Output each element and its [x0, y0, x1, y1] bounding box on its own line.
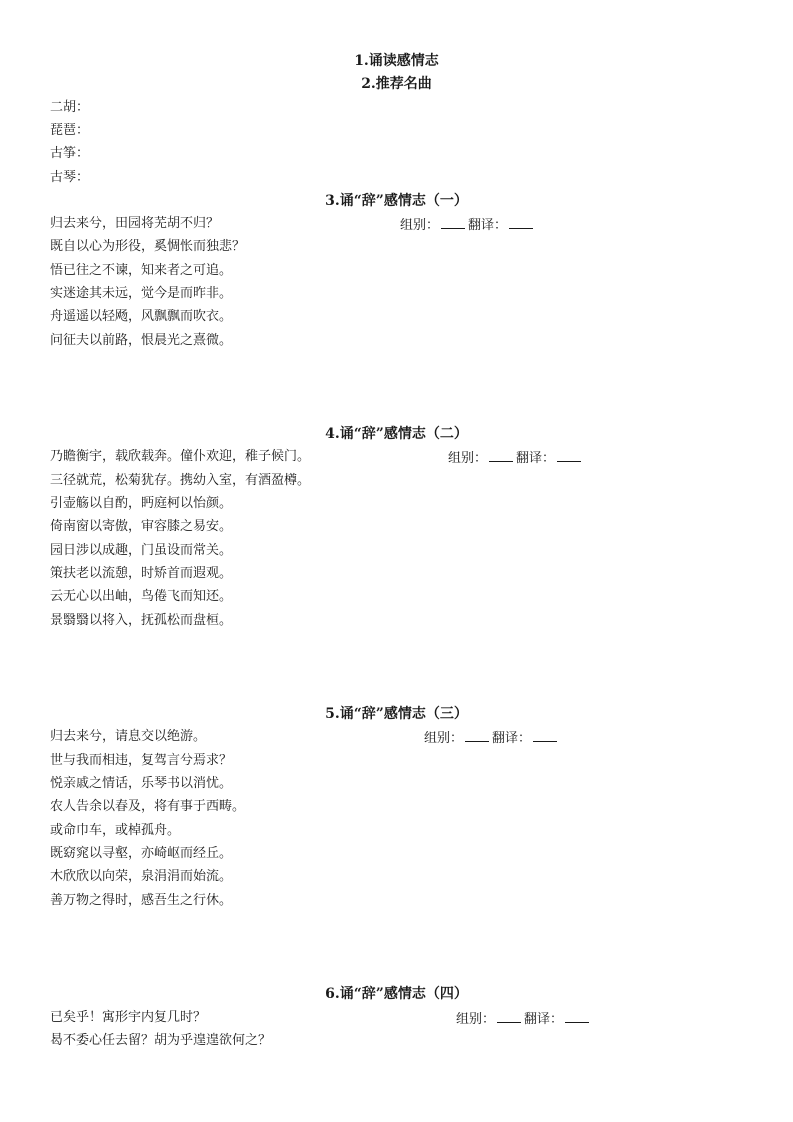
translate-blank[interactable] — [565, 1009, 589, 1023]
poem-line: 木欣欣以向荣，泉涓涓而始流。 — [50, 869, 233, 884]
section-title-2: 4.诵“辞”感情志（二） — [325, 426, 468, 442]
group-label: 组别： — [400, 218, 440, 233]
instrument-erhu: 二胡： — [50, 100, 90, 115]
section-title-1: 3.诵“辞”感情志（一） — [325, 193, 468, 209]
instrument-pipa: 琵琶： — [50, 123, 90, 138]
poem-line: 农人告余以春及，将有事于西畴。 — [50, 799, 246, 814]
poem-line: 曷不委心任去留？胡为乎遑遑欲何之？ — [50, 1033, 272, 1048]
group-blank[interactable] — [489, 448, 513, 462]
translate-blank[interactable] — [509, 215, 533, 229]
section-title-4: 6.诵“辞”感情志（四） — [325, 986, 468, 1002]
poem-line: 景翳翳以将入，抚孤松而盘桓。 — [50, 613, 233, 628]
poem-line: 世与我而相违，复驾言兮焉求？ — [50, 753, 233, 768]
poem-line: 既窈窕以寻壑，亦崎岖而经丘。 — [50, 846, 233, 861]
poem-line: 归去来兮，田园将芜胡不归？ — [50, 216, 220, 231]
heading-recite: 1.诵读感情志 — [354, 53, 439, 69]
poem-line: 策扶老以流憩，时矫首而遐观。 — [50, 566, 233, 581]
poem-line: 舟遥遥以轻飏，风飘飘而吹衣。 — [50, 309, 233, 324]
poem-line: 乃瞻衡宇，载欣载奔。僮仆欢迎，稚子候门。 — [50, 449, 311, 464]
group-label: 组别： — [424, 731, 464, 746]
group-blank[interactable] — [465, 728, 489, 742]
group-label: 组别： — [448, 451, 488, 466]
poem-line: 已矣乎！寓形宇内复几时？ — [50, 1010, 207, 1025]
translate-label: 翻译： — [524, 1012, 564, 1027]
poem-line: 既自以心为形役，奚惆怅而独悲？ — [50, 239, 246, 254]
section-title-3: 5.诵“辞”感情志（三） — [325, 706, 468, 722]
translate-blank[interactable] — [533, 728, 557, 742]
poem-line: 悦亲戚之情话，乐琴书以消忧。 — [50, 776, 233, 791]
poem-line: 引壶觞以自酌，眄庭柯以怡颜。 — [50, 496, 233, 511]
poem-line: 实迷途其未远，觉今是而昨非。 — [50, 286, 233, 301]
group-label: 组别： — [456, 1012, 496, 1027]
task-row-3 — [424, 728, 560, 748]
translate-label: 翻译： — [468, 218, 508, 233]
poem-line: 三径就荒，松菊犹存。携幼入室，有酒盈樽。 — [50, 473, 311, 488]
translate-blank[interactable] — [557, 448, 581, 462]
poem-line: 问征夫以前路，恨晨光之熹微。 — [50, 333, 233, 348]
poem-line: 善万物之得时，感吾生之行休。 — [50, 893, 233, 908]
heading-music: 2.推荐名曲 — [361, 76, 432, 92]
poem-line: 园日涉以成趣，门虽设而常关。 — [50, 543, 233, 558]
task-row-1 — [400, 215, 536, 235]
group-blank[interactable] — [441, 215, 465, 229]
poem-line: 云无心以出岫，鸟倦飞而知还。 — [50, 589, 233, 604]
translate-label: 翻译： — [492, 731, 532, 746]
poem-line: 或命巾车，或棹孤舟。 — [50, 823, 181, 838]
poem-line: 悟已往之不谏，知来者之可追。 — [50, 263, 233, 278]
task-row-4 — [456, 1009, 592, 1029]
instrument-guqin: 古琴： — [50, 170, 90, 185]
translate-label: 翻译： — [516, 451, 556, 466]
group-blank[interactable] — [497, 1009, 521, 1023]
poem-line: 归去来兮，请息交以绝游。 — [50, 729, 207, 744]
instrument-guzheng: 古筝： — [50, 146, 90, 161]
poem-line: 倚南窗以寄傲，审容膝之易安。 — [50, 519, 233, 534]
task-row-2 — [448, 448, 584, 468]
